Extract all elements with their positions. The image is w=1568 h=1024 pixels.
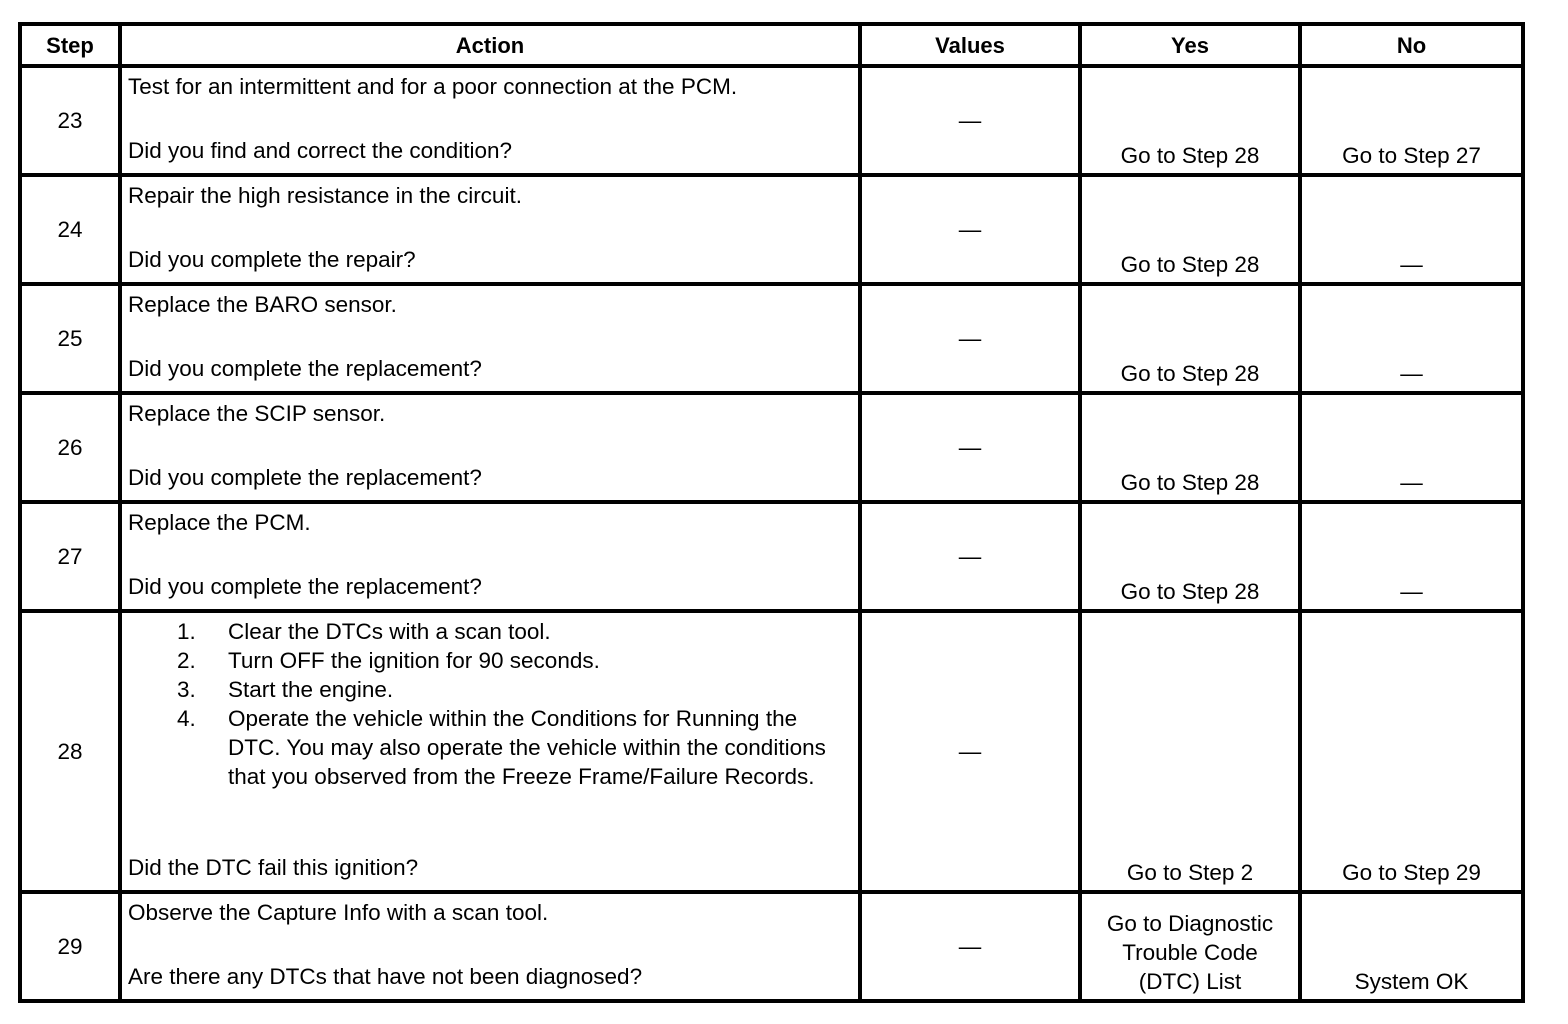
no-text: — bbox=[1400, 470, 1423, 495]
yes-cell bbox=[1080, 66, 1300, 175]
yes-text: Go to Step 28 bbox=[1120, 143, 1260, 168]
header-step: Step bbox=[20, 24, 120, 66]
action-question: Did you find and correct the condition? bbox=[128, 138, 512, 163]
procedure-list bbox=[128, 617, 852, 791]
no-cell bbox=[1300, 284, 1523, 393]
yes-text: Go to Diagnostic Trouble Code (DTC) List bbox=[1106, 911, 1274, 994]
list-text: Operate the vehicle within the Conditions for Running the DTC. You may also operate the vehicle within the conditions that you observed from the Freeze Frame/Failure Records. bbox=[228, 706, 826, 789]
no-cell bbox=[1300, 611, 1523, 892]
action-cell bbox=[120, 502, 860, 611]
list-text: Clear the DTCs with a scan tool. bbox=[228, 619, 551, 644]
table-row bbox=[20, 175, 1523, 284]
values-cell: — bbox=[860, 393, 1080, 502]
yes-text: Go to Step 28 bbox=[1120, 252, 1260, 277]
action-cell bbox=[120, 284, 860, 393]
list-item bbox=[128, 617, 852, 646]
no-cell bbox=[1300, 502, 1523, 611]
action-cell bbox=[120, 892, 860, 1001]
action-cell bbox=[120, 175, 860, 284]
step-number: 24 bbox=[20, 175, 120, 284]
list-item bbox=[128, 675, 852, 704]
values-cell: — bbox=[860, 502, 1080, 611]
header-values: Values bbox=[860, 24, 1080, 66]
values-cell: — bbox=[860, 611, 1080, 892]
yes-text: Go to Step 28 bbox=[1120, 470, 1260, 495]
step-number: 23 bbox=[20, 66, 120, 175]
list-item bbox=[128, 646, 852, 675]
action-cell bbox=[120, 393, 860, 502]
list-number: 3. bbox=[177, 677, 196, 702]
yes-cell bbox=[1080, 393, 1300, 502]
values-cell: — bbox=[860, 175, 1080, 284]
no-text: — bbox=[1400, 361, 1423, 386]
action-question: Are there any DTCs that have not been diagnosed? bbox=[128, 964, 643, 989]
action-text: Replace the SCIP sensor. bbox=[128, 401, 386, 426]
action-question: Did you complete the replacement? bbox=[128, 356, 482, 381]
table-row bbox=[20, 66, 1523, 175]
header-no: No bbox=[1300, 24, 1523, 66]
yes-cell bbox=[1080, 502, 1300, 611]
yes-cell bbox=[1080, 611, 1300, 892]
values-cell: — bbox=[860, 66, 1080, 175]
no-text: — bbox=[1400, 579, 1423, 604]
action-text: Replace the BARO sensor. bbox=[128, 292, 397, 317]
diagnostic-table bbox=[18, 22, 1525, 1003]
header-yes: Yes bbox=[1080, 24, 1300, 66]
list-number: 2. bbox=[177, 648, 196, 673]
list-text: Start the engine. bbox=[228, 677, 394, 702]
action-question: Did the DTC fail this ignition? bbox=[128, 855, 419, 880]
action-text: Repair the high resistance in the circuit. bbox=[128, 183, 522, 208]
action-question: Did you complete the replacement? bbox=[128, 465, 482, 490]
yes-text: Go to Step 28 bbox=[1120, 579, 1260, 604]
step-number: 29 bbox=[20, 892, 120, 1001]
step-number: 26 bbox=[20, 393, 120, 502]
yes-text: Go to Step 2 bbox=[1126, 860, 1254, 885]
table-row bbox=[20, 393, 1523, 502]
header-row bbox=[20, 24, 1523, 66]
no-cell bbox=[1300, 393, 1523, 502]
table-row bbox=[20, 892, 1523, 1001]
table-row bbox=[20, 284, 1523, 393]
yes-cell bbox=[1080, 175, 1300, 284]
header-action: Action bbox=[120, 24, 860, 66]
list-item bbox=[128, 704, 852, 791]
action-question: Did you complete the replacement? bbox=[128, 574, 482, 599]
list-number: 1. bbox=[177, 619, 196, 644]
action-text: Observe the Capture Info with a scan tool. bbox=[128, 900, 549, 925]
values-cell: — bbox=[860, 892, 1080, 1001]
list-number: 4. bbox=[177, 706, 196, 731]
no-text: — bbox=[1400, 252, 1423, 277]
values-cell: — bbox=[860, 284, 1080, 393]
no-cell bbox=[1300, 175, 1523, 284]
step-number: 28 bbox=[20, 611, 120, 892]
yes-cell bbox=[1080, 892, 1300, 1001]
no-text: Go to Step 27 bbox=[1342, 143, 1481, 168]
action-text: Test for an intermittent and for a poor connection at the PCM. bbox=[128, 74, 738, 99]
no-cell bbox=[1300, 66, 1523, 175]
action-cell bbox=[120, 66, 860, 175]
no-cell bbox=[1300, 892, 1523, 1001]
step-number: 25 bbox=[20, 284, 120, 393]
action-cell bbox=[120, 611, 860, 892]
table-row bbox=[20, 611, 1523, 892]
yes-cell bbox=[1080, 284, 1300, 393]
table-row bbox=[20, 502, 1523, 611]
action-text: Replace the PCM. bbox=[128, 510, 311, 535]
action-question: Did you complete the repair? bbox=[128, 247, 416, 272]
no-text: Go to Step 29 bbox=[1342, 860, 1481, 885]
no-text: System OK bbox=[1354, 969, 1469, 994]
list-text: Turn OFF the ignition for 90 seconds. bbox=[228, 648, 600, 673]
yes-text: Go to Step 28 bbox=[1120, 361, 1260, 386]
step-number: 27 bbox=[20, 502, 120, 611]
